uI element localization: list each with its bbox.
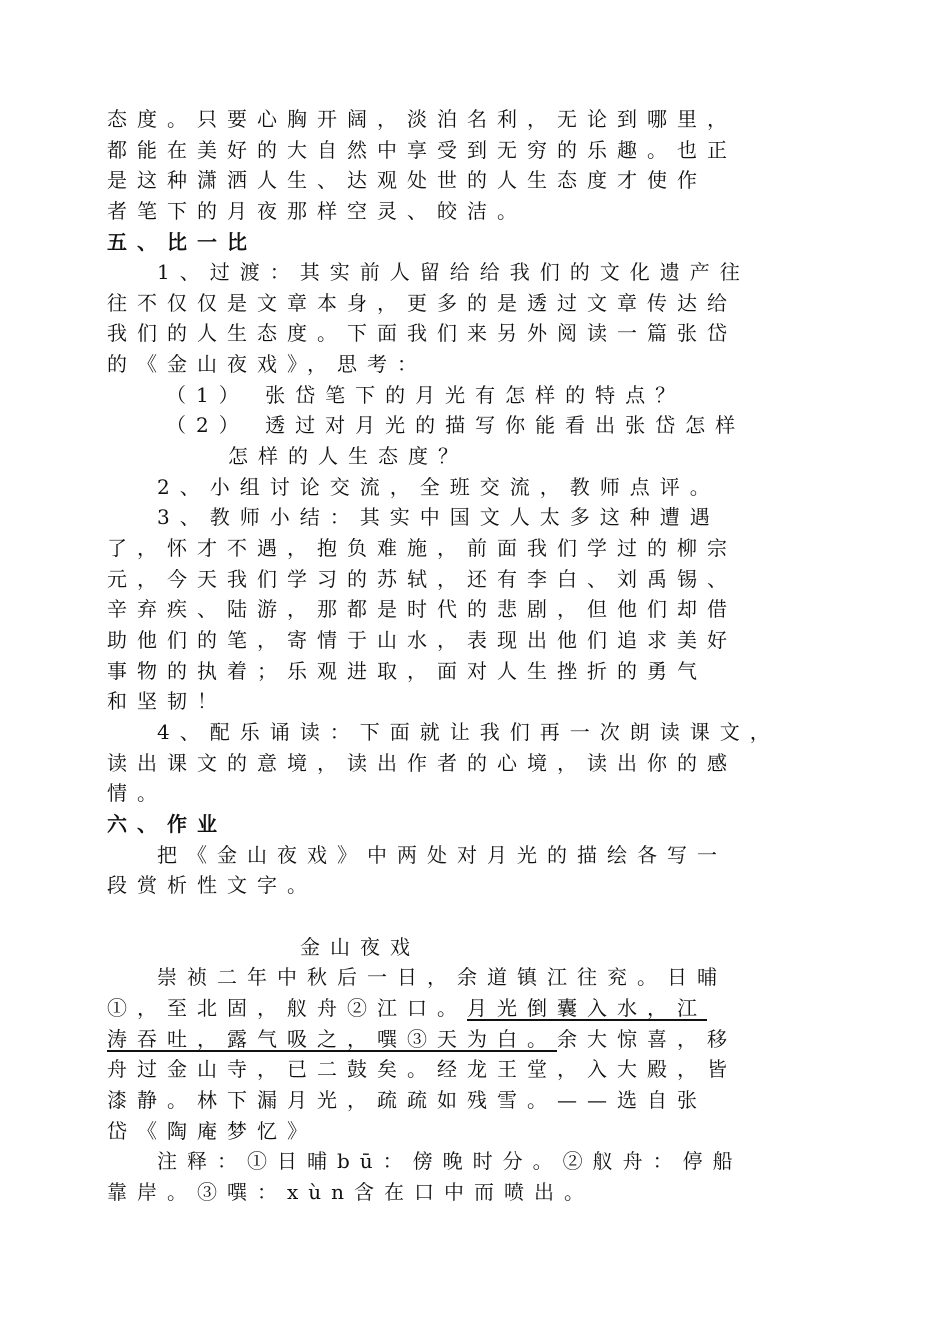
- text-line: 段赏析性文字。: [107, 873, 317, 897]
- passage-segment: 余大惊喜，移: [557, 1027, 737, 1051]
- passage-line: 崇祯二年中秋后一日，余道镇江往兖。日晡: [157, 965, 727, 989]
- text-line: 情。: [107, 781, 167, 805]
- passage-line: 岱《陶庵梦忆》: [107, 1119, 317, 1143]
- section-heading-6: 六、作业: [107, 812, 227, 836]
- text-line: 都能在美好的大自然中享受到无穷的乐趣。也正: [107, 138, 737, 162]
- underlined-text: 涛吞吐，露气吸之，噀③天为白。: [107, 1027, 557, 1051]
- text-line: 把《金山夜戏》中两处对月光的描绘各写一: [157, 843, 727, 867]
- passage-title: 金山夜戏: [300, 935, 420, 959]
- annotation-line: 靠岸。③噀：xùn含在口中而喷出。: [107, 1180, 595, 1204]
- text-line: 元，今天我们学习的苏轼，还有李白、刘禹锡、: [107, 567, 737, 591]
- passage-segment: ①，至北固，舣舟②江口。: [107, 996, 467, 1020]
- text-line: 了，怀才不遇，抱负难施，前面我们学过的柳宗: [107, 536, 737, 560]
- text-line: 态度。只要心胸开阔，淡泊名利，无论到哪里，: [107, 107, 737, 131]
- text-line: 3、教师小结：其实中国文人太多这种遭遇: [157, 505, 720, 529]
- text-line: 1、过渡：其实前人留给给我们的文化遗产往: [157, 260, 750, 284]
- passage-line: 舟过金山寺，已二鼓矣。经龙王堂，入大殿，皆: [107, 1057, 737, 1081]
- passage-line: [107, 995, 707, 1021]
- text-line: 往不仅仅是文章本身，更多的是透过文章传达给: [107, 291, 737, 315]
- question-1: （1） 张岱笔下的月光有怎样的特点？: [166, 383, 686, 407]
- text-line: 者笔下的月夜那样空灵、皎洁。: [107, 199, 527, 223]
- text-line: 读出课文的意境，读出作者的心境，读出你的感: [107, 751, 737, 775]
- passage-line: 漆静。林下漏月光，疏疏如残雪。——选自张: [107, 1088, 707, 1112]
- text-line: 助他们的笔，寄情于山水，表现出他们追求美好: [107, 628, 737, 652]
- text-line: 2、小组讨论交流，全班交流，教师点评。: [157, 475, 720, 499]
- text-line: 怎样的人生态度？: [228, 444, 468, 468]
- annotation-line: 注释：①日晡bū：傍晚时分。②舣舟：停船: [157, 1149, 743, 1173]
- text-line: 和坚韧！: [107, 689, 227, 713]
- section-heading-5: 五、比一比: [107, 230, 257, 254]
- text-line: 的《金山夜戏》，思考：: [107, 352, 427, 376]
- text-line: 是这种潇洒人生、达观处世的人生态度才使作: [107, 168, 707, 192]
- text-line: 4、配乐诵读：下面就让我们再一次朗读课文，: [157, 720, 780, 744]
- underlined-text: 月光倒囊入水，江: [467, 996, 707, 1020]
- text-line: 辛弃疾、陆游，那都是时代的悲剧，但他们却借: [107, 597, 737, 621]
- text-line: 事物的执着；乐观进取，面对人生挫折的勇气: [107, 659, 707, 683]
- text-line: 我们的人生态度。下面我们来另外阅读一篇张岱: [107, 321, 737, 345]
- question-2: （2） 透过对月光的描写你能看出张岱怎样: [166, 413, 746, 437]
- passage-line: [107, 1026, 737, 1052]
